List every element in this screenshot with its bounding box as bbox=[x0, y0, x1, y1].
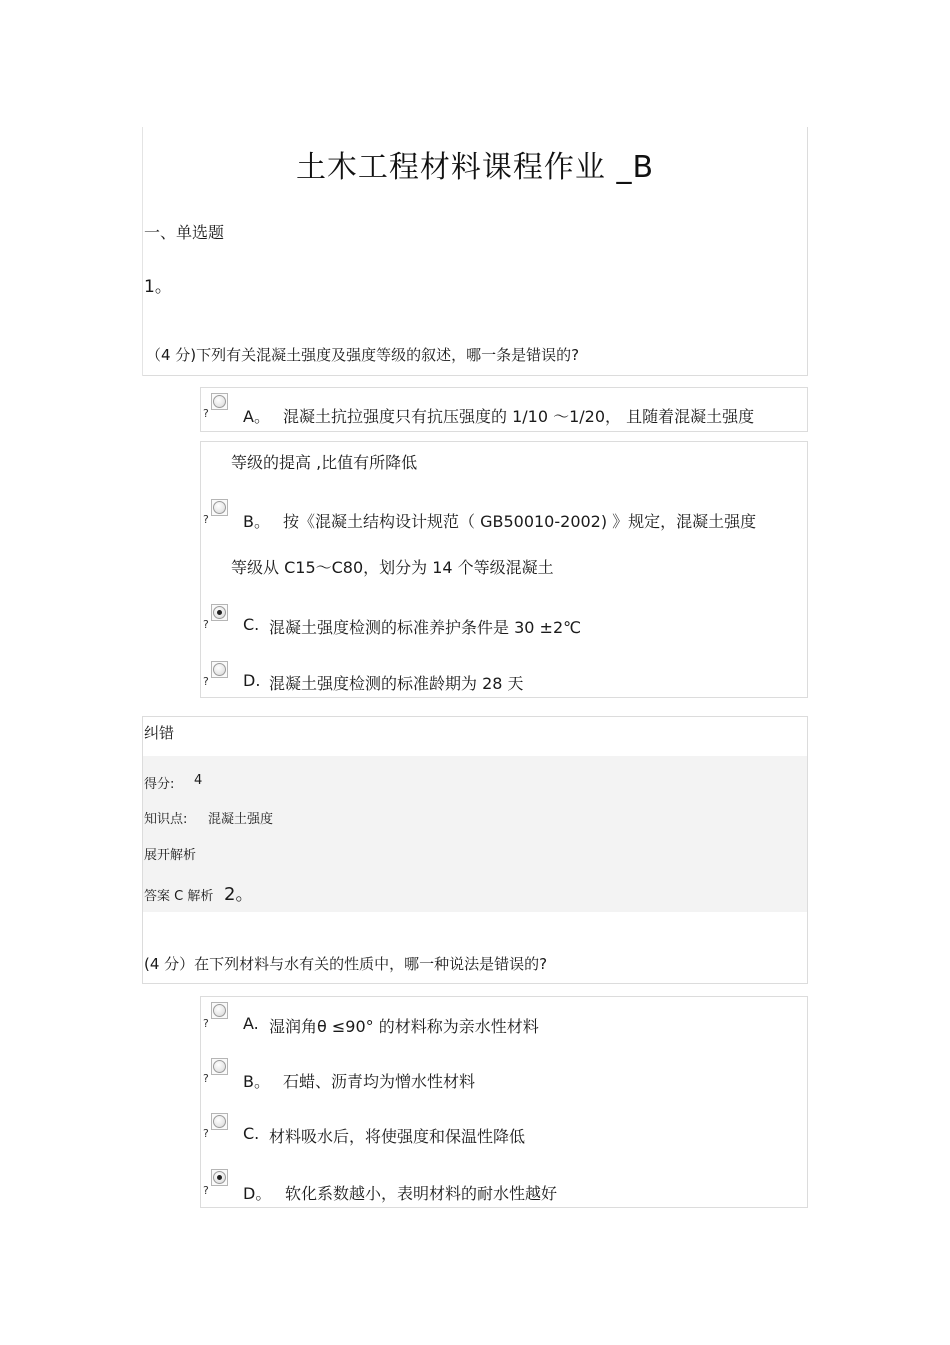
question-1-stem: （4 分)下列有关混凝土强度及强度等级的叙述，哪一条是错误的? bbox=[146, 346, 580, 364]
q2-option-a-marker: ? bbox=[203, 1017, 209, 1030]
q1-option-a-text: 混凝土抗拉强度只有抗压强度的 1/10 ～1/20， 且随着混凝土强度 bbox=[283, 407, 755, 426]
q1-option-d-text: 混凝土强度检测的标准龄期为 28 天 bbox=[269, 674, 524, 693]
q2-option-a-label: A. bbox=[243, 1014, 259, 1033]
q1-option-b-marker: ? bbox=[203, 513, 209, 526]
q1-option-c-text: 混凝土强度检测的标准养护条件是 30 ±2℃ bbox=[269, 618, 582, 637]
q1-option-b-text: 按《混凝土结构设计规范（ GB50010-2002) 》规定，混凝土强度 bbox=[283, 512, 757, 531]
q2-option-b-text: 石蜡、沥青均为憎水性材料 bbox=[283, 1072, 476, 1091]
q1-option-b-label: B。 bbox=[243, 512, 270, 531]
report-error-link[interactable]: 纠错 bbox=[144, 724, 175, 742]
knowledge-label: 知识点: bbox=[144, 812, 188, 827]
score-value: 4 bbox=[194, 773, 203, 788]
q2-option-c-text: 材料吸水后，将使强度和保温性降低 bbox=[269, 1127, 526, 1146]
q1-option-b-radio[interactable] bbox=[213, 501, 226, 514]
q1-option-a-label: A。 bbox=[243, 407, 270, 426]
q1-option-c-marker: ? bbox=[203, 618, 209, 631]
q2-option-b-radio[interactable] bbox=[213, 1060, 226, 1073]
q1-option-a-marker: ? bbox=[203, 407, 209, 420]
answer-text: 答案 C 解析 bbox=[144, 889, 214, 904]
q2-option-c-marker: ? bbox=[203, 1127, 209, 1140]
q2-option-a-text: 湿润角θ ≤90° 的材料称为亲水性材料 bbox=[269, 1017, 539, 1036]
section-heading: 一、单选题 bbox=[144, 223, 225, 242]
q2-option-c-radio[interactable] bbox=[213, 1115, 226, 1128]
q1-option-d-radio[interactable] bbox=[213, 663, 226, 676]
question-2-number: 2。 bbox=[224, 884, 254, 905]
q2-option-d-text: 软化系数越小，表明材料的耐水性越好 bbox=[285, 1184, 558, 1203]
q2-option-a-radio[interactable] bbox=[213, 1004, 226, 1017]
score-label: 得分: bbox=[144, 777, 175, 792]
q2-option-b-marker: ? bbox=[203, 1072, 209, 1085]
q1-option-a-radio[interactable] bbox=[213, 395, 226, 408]
question-2-stem: (4 分）在下列材料与水有关的性质中，哪一种说法是错误的? bbox=[144, 955, 548, 973]
expand-analysis-link[interactable]: 展开解析 bbox=[144, 848, 197, 863]
q1-option-a-text-cont: 等级的提高 ,比值有所降低 bbox=[231, 453, 418, 472]
q2-option-d-marker: ? bbox=[203, 1184, 209, 1197]
q1-option-b-text-cont: 等级从 C15～C80，划分为 14 个等级混凝土 bbox=[231, 558, 554, 577]
page-title: 土木工程材料课程作业 _B bbox=[295, 150, 655, 185]
q2-option-d-radio[interactable] bbox=[213, 1171, 226, 1184]
q2-option-c-label: C. bbox=[243, 1124, 260, 1143]
q1-option-d-marker: ? bbox=[203, 675, 209, 688]
question-1-number: 1。 bbox=[144, 277, 172, 297]
q1-option-c-label: C. bbox=[243, 615, 260, 634]
q1-option-d-label: D. bbox=[243, 671, 261, 690]
q2-option-d-label: D。 bbox=[243, 1184, 272, 1203]
q1-option-c-radio[interactable] bbox=[213, 606, 226, 619]
knowledge-value: 混凝土强度 bbox=[208, 812, 274, 827]
q2-option-b-label: B。 bbox=[243, 1072, 270, 1091]
